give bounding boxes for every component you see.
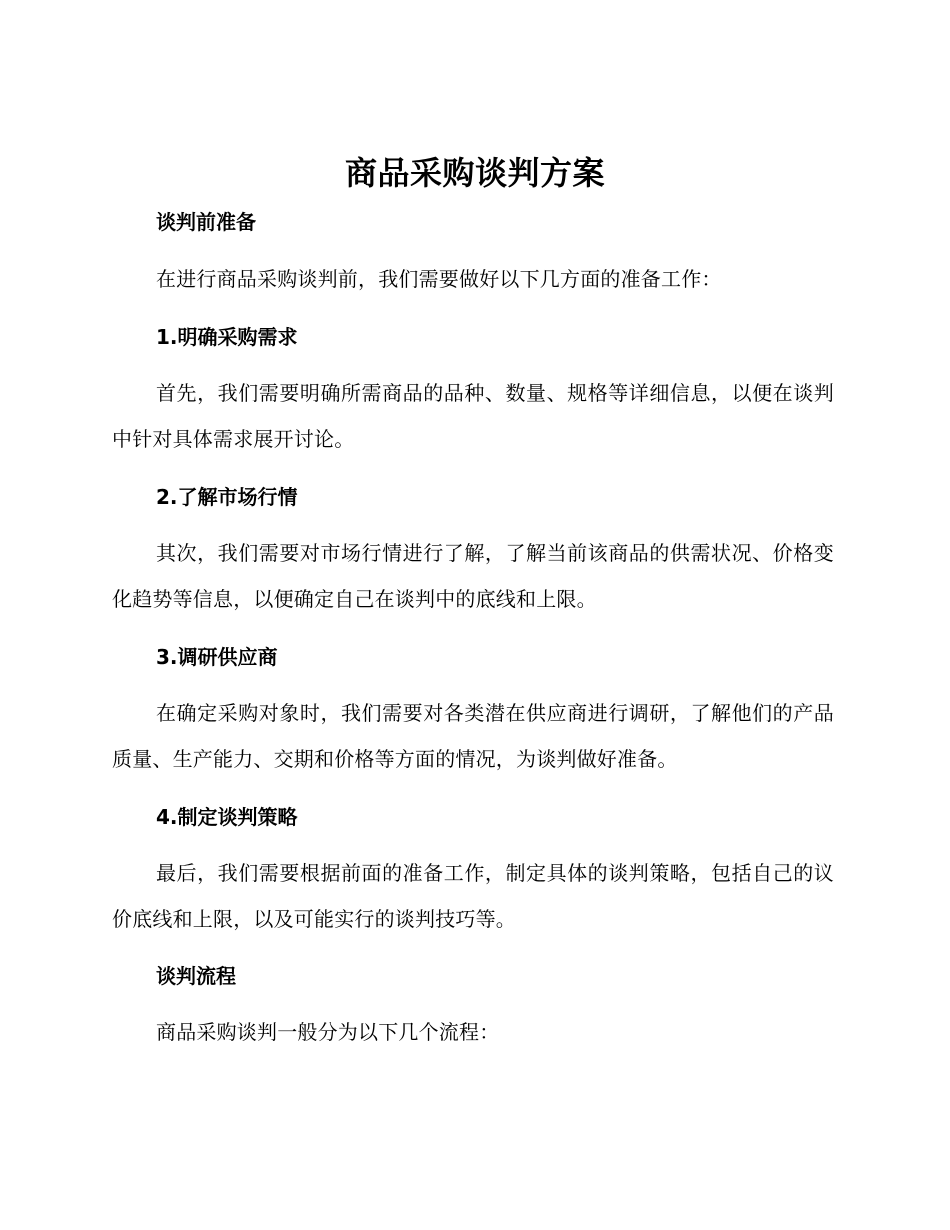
paragraph-preparation-intro: 在进行商品采购谈判前，我们需要做好以下几方面的准备工作： xyxy=(156,267,722,291)
document-title: 商品采购谈判方案 xyxy=(344,154,605,192)
paragraph-requirements: 首先，我们需要明确所需商品的品种、数量、规格等详细信息，以便在谈判中针对具体需求展开讨论。 xyxy=(112,381,834,451)
section-heading-strategy: 4.制定谈判策略 xyxy=(156,805,298,829)
paragraph-process-intro: 商品采购谈判一般分为以下几个流程： xyxy=(156,1020,500,1044)
section-heading-preparation: 谈判前准备 xyxy=(156,210,256,234)
paragraph-market: 其次，我们需要对市场行情进行了解，了解当前该商品的供需状况、价格变化趋势等信息，以便确定自己在谈判中的底线和上限。 xyxy=(112,541,834,611)
paragraph-suppliers: 在确定采购对象时，我们需要对各类潜在供应商进行调研，了解他们的产品质量、生产能力、交期和价格等方面的情况，为谈判做好准备。 xyxy=(112,701,834,771)
section-heading-process: 谈判流程 xyxy=(156,964,236,988)
paragraph-strategy: 最后，我们需要根据前面的准备工作，制定具体的谈判策略，包括自己的议价底线和上限，以及可能实行的谈判技巧等。 xyxy=(112,861,834,931)
section-heading-suppliers: 3.调研供应商 xyxy=(156,645,278,669)
section-heading-market: 2.了解市场行情 xyxy=(156,485,298,509)
section-heading-requirements: 1.明确采购需求 xyxy=(156,325,298,349)
